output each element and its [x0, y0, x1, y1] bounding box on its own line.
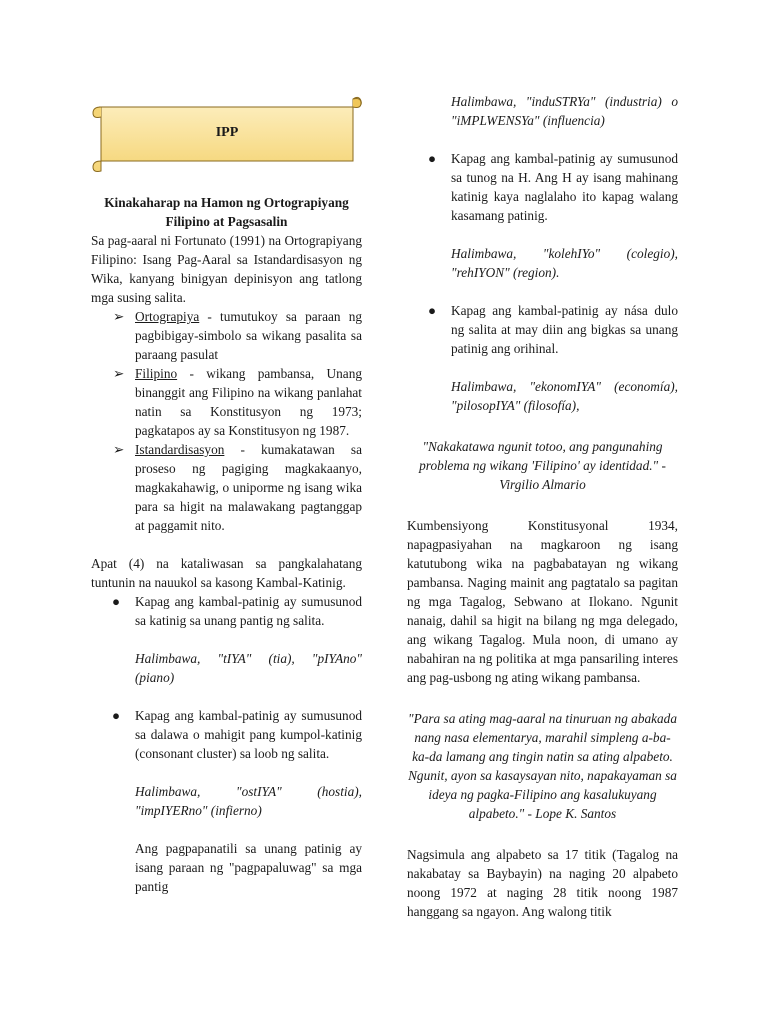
rule-example: Halimbawa, "kolehIYo" (colegio), "rehIYON" (region). — [451, 246, 678, 280]
term-label: Ortograpiya — [135, 309, 200, 324]
rule-text: Kapag ang kambal-patinig ay sumusunod sa dalawa o mahigit pang kumpol-katinig (consonant cluster) sa loob ng salita. — [135, 708, 362, 761]
definition-item — [91, 307, 362, 364]
rule-list — [91, 592, 362, 896]
term-label: Filipino — [135, 366, 178, 381]
bullet-icon: ● — [428, 303, 437, 318]
rule-text: Kapag ang kambal-patinig ay sumusunod sa katinig sa unang pantig ng salita. — [135, 594, 362, 628]
rules-intro: Apat (4) na kataliwasan sa pangkalahatang tuntunin na nauukol sa kasong Kambal-Katinig. — [91, 556, 362, 590]
rule-example: Halimbawa, "ostIYA" (hostia), "impIYERno" (infierno) — [135, 784, 362, 818]
bullet-icon: ● — [112, 708, 121, 723]
rule-item — [407, 149, 678, 282]
term-definition: - tumutukoy sa paraan ng pagbibigay-simbolo sa wikang pasalita sa paraang pasulat — [135, 309, 362, 362]
rule-item — [407, 301, 678, 415]
right-column — [407, 92, 678, 921]
arrow-bullet-icon: ➢ — [113, 309, 125, 324]
rule-text: Kapag ang kambal-patinig ay sumusunod sa tunog na H. Ang H ay isang mahinang katinig kaya naglalaho ito kapag walang kasamang patinig. — [451, 151, 678, 223]
rule-list-continued — [407, 149, 678, 415]
rule-item — [91, 592, 362, 687]
almario-quote: "Nakakatawa ngunit totoo, ang pangunahing problema ng wikang 'Filipino' ay identidad." - Virgilio Almario — [419, 439, 666, 492]
rule-example: Halimbawa, "tIYA" (tia), "pIYAno" (piano) — [135, 651, 362, 685]
definition-item — [91, 440, 362, 535]
article-title: Kinakaharap na Hamon ng Ortograpiyang Filipino at Pagsasalin — [104, 195, 349, 229]
rule-text: Kapag ang kambal-patinig ay nása dulo ng salita at may diin ang bigkas sa unang patinig ang orihinal. — [451, 303, 678, 356]
banner-title: IPP — [215, 125, 239, 140]
rule-item — [91, 706, 362, 896]
santos-quote: "Para sa ating mag-aaral na tinuruan ng abakada nang nasa elementarya, marahil simpleng a-ba-ka-da lamang ang tingin natin sa ating alpabeto. Ngunit, ayon sa kasaysayan nito, napakayaman sa ideya ng pagka-Filipino ang kasalukuyang alpabeto." - Lope K. Santos — [408, 711, 677, 821]
rule-example: Halimbawa, "induSTRYa" (industria) o "iMPLWENSYa" (influencia) — [451, 94, 678, 128]
term-definition: - kumakatawan sa proseso ng pagiging magkakaanyo, magkakahawig, o uniporme ng isang wika para sa higit na malawakang pagtanggap at paggamit nito. — [135, 442, 362, 533]
arrow-bullet-icon: ➢ — [113, 366, 125, 381]
left-column — [91, 95, 362, 896]
bullet-icon: ● — [428, 151, 437, 166]
term-definition: - wikang pambansa, Unang binanggit ang Filipino na wikang panlahat natin sa Konstitusyon ng 1973; pagkatapos ay sa Konstitusyon ng 1987. — [135, 366, 362, 438]
alpabeto-paragraph: Nagsimula ang alpabeto sa 17 titik (Tagalog na nakabatay sa Baybayin) na naging 20 alpabeto noong 1972 at naging 28 titik noong 1987 hanggang sa ngayon. Ang walong titik — [407, 847, 678, 919]
intro-paragraph: Sa pag-aaral ni Fortunato (1991) na Ortograpiyang Filipino: Isang Pag-Aaral sa Istandardisasyon ng Wika, kanyang binigyan depinisyon ang tatlong mga susing salita. — [91, 233, 362, 305]
rule-note: Ang pagpapanatili sa unang patinig ay isang paraan ng "pagpapaluwag" sa mga pantig — [135, 841, 362, 894]
definition-list — [91, 307, 362, 535]
arrow-bullet-icon: ➢ — [113, 442, 125, 457]
bullet-icon: ● — [112, 594, 121, 609]
title-banner — [91, 95, 363, 173]
term-label: Istandardisasyon — [135, 442, 225, 457]
rule-example: Halimbawa, "ekonomIYA" (economía), "pilosopIYA" (filosofía), — [451, 379, 678, 413]
konstitusyonal-paragraph: Kumbensiyong Konstitusyonal 1934, napagpasiyahan na magkaroon ng isang katutubong wika na pagbabatayan ng wikang pambansa. Naging mainit ang pagtatalo sa pagitan ng mga Tagalog, Sebwano at Ilokano. Ngunit nanaig, dahil sa higit na bilang ng mga delegado, ang wikang Tagalog. Mula noon, di umano ay nabahiran na ng politika at mga pansariling interes ang pag-usbong ng ating wikang pambansa. — [407, 518, 678, 685]
definition-item — [91, 364, 362, 440]
